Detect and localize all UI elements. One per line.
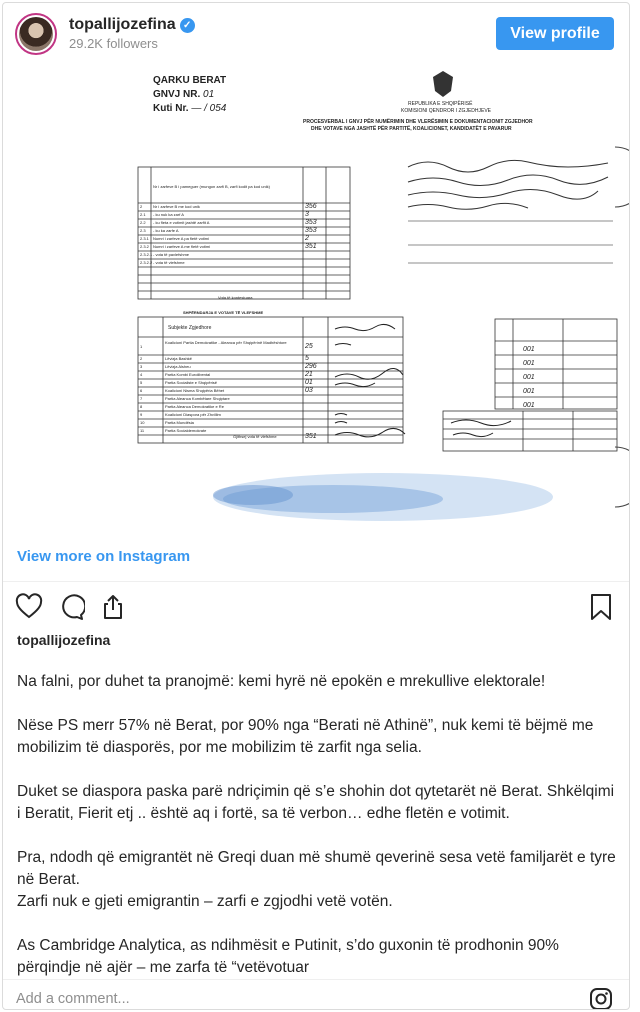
t1-row-8: - vota të vlefshme — [153, 260, 185, 265]
t1-row-5-no: 2.3.1 — [140, 236, 149, 241]
t2-name-6: Partia Aleanca Kombëtare Shqiptare — [165, 396, 230, 401]
t2-name-0: Koalicioni Partia Demokratike - Aleanca për Shqipërinë Madhështore — [165, 340, 287, 345]
side-values — [523, 343, 535, 413]
doc-kuti-hand: — / 054 — [191, 103, 227, 114]
doc-county: QARKU BERAT — [153, 75, 227, 86]
t1-values — [305, 203, 317, 251]
t2-name-4: Partia Socialiste e Shqipërisë — [165, 380, 218, 385]
avatar[interactable] — [15, 13, 57, 55]
verified-badge-icon: ✓ — [180, 18, 195, 33]
comment-button[interactable] — [57, 593, 85, 621]
comment-icon — [57, 593, 85, 621]
t2-no-4: 5 — [140, 380, 143, 385]
t2-name-5: Koalicioni Nisma Shqipëria Bëhet — [165, 388, 225, 393]
t2-val-1: 5 — [305, 355, 309, 362]
instagram-logo-icon[interactable] — [589, 987, 613, 1010]
side-val-1: 001 — [523, 360, 535, 367]
t2-no-1: 2 — [140, 356, 143, 361]
t2-nos — [140, 339, 144, 435]
t2-val-4: 296 — [305, 363, 317, 370]
t1-row-1-no: 2 — [140, 204, 143, 209]
instagram-embed-card — [2, 2, 630, 1010]
t2-no-5: 6 — [140, 388, 143, 393]
like-button[interactable] — [15, 593, 43, 621]
comment-bar — [3, 979, 629, 1010]
t2-no-8: 9 — [140, 412, 143, 417]
save-button[interactable] — [587, 593, 615, 621]
t1-footer: Vota të kontestuara — [218, 295, 253, 300]
bookmark-icon — [587, 593, 615, 621]
post-header — [3, 3, 629, 67]
t1-row-2-no: 2.1 — [140, 212, 146, 217]
t1-val-4: 353 — [305, 219, 317, 226]
t1-row-4: - ku ka zarfe A — [153, 228, 179, 233]
total-label: Gjithsej vota të vlefshme — [233, 434, 277, 439]
t1-val-8: 351 — [305, 243, 317, 250]
doc-kuti-label: Kuti Nr. — [153, 103, 189, 114]
caption-paragraph: Duket se diaspora paska parë ndriçimin që s’e shohin dot qytetarët në Berat. Shkëlqimi i Beratit, Fierit etj .. është aq i fortë, sa të verbon… edhe fletën e votimit. — [17, 783, 615, 822]
caption-paragraph: Pra, ndodh që emigrantët në Greqi duan më shumë qeverinë sesa vetë familjarët e tyre në Berat. Zarfi nuk e gjeti emigrantin – zarfi e zgjodhi vetë votën. — [17, 849, 616, 910]
t1-row-8-no: 2.3.2.2 — [140, 260, 153, 265]
share-button[interactable] — [99, 593, 127, 621]
view-profile-button[interactable]: View profile — [496, 17, 614, 50]
t2-val-0: 25 — [305, 343, 313, 350]
comment-input[interactable] — [16, 988, 556, 1010]
doc-title-2: DHE VOTAVE NGA JASHTË PËR PARTITË, KOALICIONET, KANDIDATËT E PAVARUR — [311, 126, 512, 132]
t2-no-0: 1 — [140, 344, 143, 349]
t2-no-2: 3 — [140, 364, 143, 369]
signatures-table — [443, 411, 617, 451]
side-table — [495, 319, 617, 409]
t2-name-8: Koalicioni Diaspora për Zhvillim — [165, 412, 221, 417]
side-val-2: 001 — [523, 374, 535, 381]
caption-paragraph: Na falni, por duhet ta pranojmë: kemi hyrë në epokën e mrekullive elektorale! — [17, 673, 546, 690]
doc-kuti — [153, 103, 226, 114]
side-val-4: 001 — [523, 402, 535, 409]
caption-paragraph: Nëse PS merr 57% në Berat, por 90% nga “Berati në Athinë”, nuk kemi të bëjmë me mobilizim të diasporës, por me mobilizim të zarfit nga selia. — [17, 717, 594, 756]
t1-row-6-no: 2.3.2 — [140, 244, 149, 249]
doc-title-1: PROCESVERBAL I GNVJ PËR NUMËRIMIN DHE VLERËSIMIN E DOKUMENTACIONIT ZGJEDHOR — [303, 119, 533, 125]
t1-row-3: - ku fleta e votimit jashtë zarfit A — [153, 220, 210, 225]
header-username[interactable] — [69, 16, 195, 34]
emblem-icon — [433, 71, 453, 97]
doc-gnvj — [153, 89, 214, 100]
doc-gnvj-label: GNVJ NR. — [153, 89, 201, 100]
t2-values — [305, 339, 317, 395]
t2-name-10: Partia Socialdemokrate — [165, 428, 207, 433]
document-scan — [3, 67, 629, 529]
results-header: SHPËRNDARJA E VOTAVE TË VLEFSHME — [183, 310, 264, 315]
post-caption — [17, 671, 617, 979]
share-icon — [99, 593, 127, 621]
view-more-link[interactable]: View more on Instagram — [17, 548, 191, 565]
t2-no-10: 11 — [140, 428, 145, 433]
t2-name-9: Partia Mundësia — [165, 420, 194, 425]
t1-row-0: Nr i zarfeve B i pameguer (mungon zarfi B, zarfi kodit pa kod unik) — [153, 184, 270, 189]
followers-count: 29.2K followers — [69, 36, 158, 51]
t2-no-6: 7 — [140, 396, 143, 401]
t2-no-3: 4 — [140, 372, 143, 377]
t1-row-3-no: 2.2 — [140, 220, 146, 225]
caption-paragraph: As Cambridge Analytica, as ndihmësit e Putinit, s’do guxonin të prodhonin 90% përqindje në ajër – me zarfa të “vetëvotuar — [17, 937, 559, 976]
t2-val-9: 01 — [305, 379, 313, 386]
t2-val-5: 21 — [305, 371, 313, 378]
divider — [3, 581, 629, 582]
header-username-text[interactable]: topallijozefina — [69, 16, 176, 33]
t1-row-6: Numri i zarfeve A me fletë votimi — [153, 244, 211, 249]
heart-icon — [15, 593, 43, 621]
t2-names — [165, 339, 301, 435]
side-val-0: 001 — [523, 346, 535, 353]
t1-labels — [153, 203, 210, 267]
avatar-image — [19, 17, 53, 51]
t1-val-6: 353 — [305, 227, 317, 234]
t2-name-2: Lëvizja Alsheu — [165, 364, 191, 369]
t1-row-5: Numri i zarfeve A pa fletë votimi — [153, 236, 210, 241]
t2-val-10: 03 — [305, 387, 313, 394]
t1-val-2: 3 — [305, 211, 309, 218]
post-username[interactable]: topallijozefina — [17, 632, 111, 648]
t2-no-7: 8 — [140, 404, 143, 409]
t2-no-9: 10 — [140, 420, 145, 425]
t1-val-7: 2 — [305, 235, 309, 242]
t1-row-7: - vota të pavlefshme — [153, 252, 190, 257]
side-val-3: 001 — [523, 388, 535, 395]
t1-row-2: - ku nuk ka zarf A — [153, 212, 184, 217]
t2-name-7: Partia Aleanca Demokratike e Re — [165, 404, 224, 409]
col-subject: Subjekte Zgjedhore — [168, 325, 212, 331]
t1-rows — [140, 203, 152, 267]
total-value: 351 — [305, 433, 317, 440]
t1-row-1: Nr i zarfeve B me kod unik — [153, 204, 200, 209]
t1-val-1: 356 — [305, 203, 317, 210]
t2-name-3: Partia Kombi Eurolibental — [165, 372, 211, 377]
doc-gnvj-hand: 01 — [203, 89, 215, 100]
post-image[interactable] — [3, 67, 629, 529]
doc-republic: REPUBLIKA E SHQIPËRISË — [408, 101, 473, 107]
t2-name-1: Lëvizja Bashkë — [165, 356, 192, 361]
t1-row-7-no: 2.3.2.1 — [140, 252, 153, 257]
doc-commission: KOMISIONI QENDROR I ZGJEDHJEVE — [401, 108, 492, 114]
t1-row-4-no: 2.3 — [140, 228, 146, 233]
